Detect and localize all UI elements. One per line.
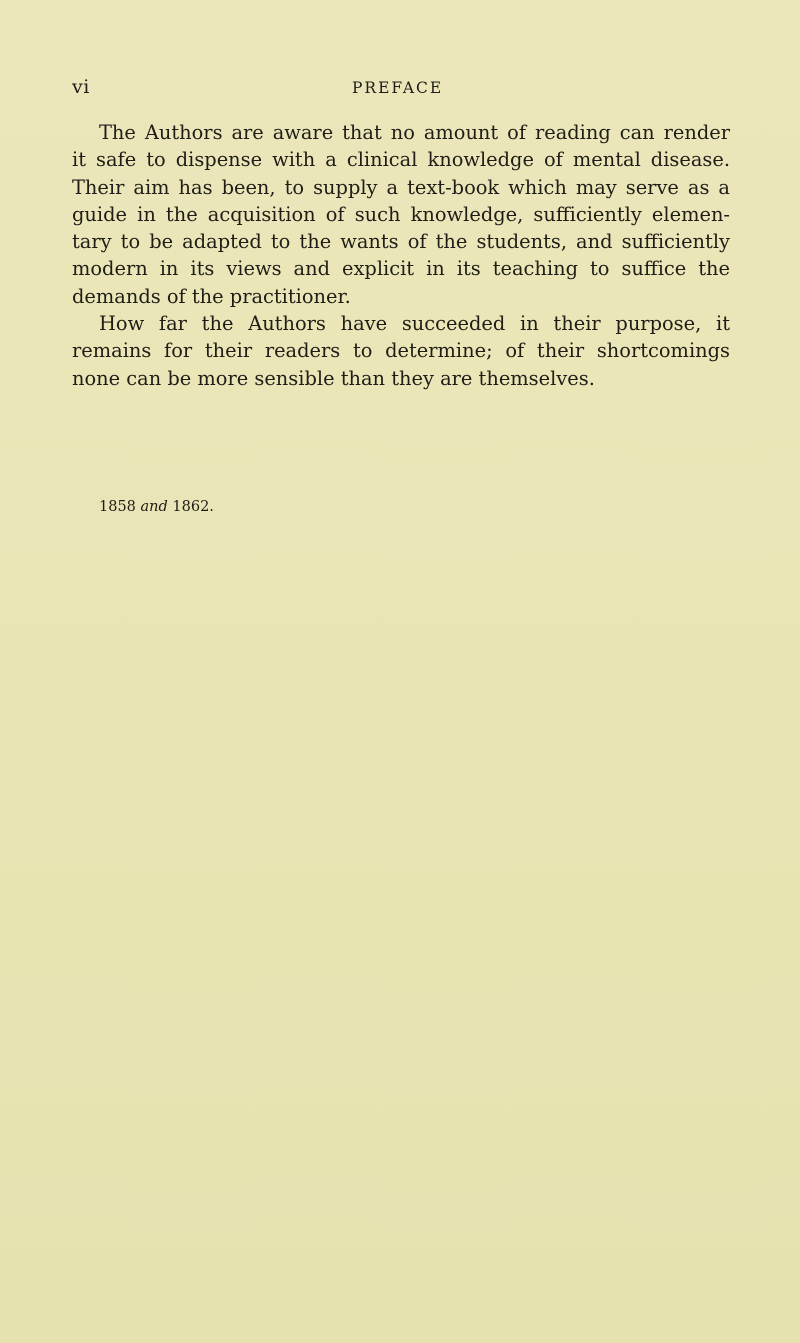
dateline-year-1: 1858 <box>99 499 136 515</box>
text-line: modern in its views and explicit in its teaching to suffice the <box>72 257 730 281</box>
page-number: vi <box>72 76 90 98</box>
paragraph-2 <box>72 310 730 392</box>
dateline-conjunction: and <box>140 499 168 515</box>
text-line: demands of the practitioner. <box>72 284 351 308</box>
dateline-year-2: 1862. <box>172 499 214 515</box>
text-line: none can be more sensible than they are themselves. <box>72 366 595 390</box>
text-line: remains for their readers to determine; of their shortcomings <box>72 339 730 363</box>
text-line: The Authors are aware that no amount of reading can render <box>99 121 730 144</box>
running-head-title: PREFACE <box>352 79 444 97</box>
text-line: tary to be adapted to the wants of the students, and sufficiently <box>72 230 730 254</box>
paragraph-1 <box>72 119 730 310</box>
text-line: it safe to dispense with a clinical knowledge of mental disease. <box>72 148 730 172</box>
text-line: How far the Authors have succeeded in their purpose, it <box>99 312 730 336</box>
text-line: Their aim has been, to supply a text-book which may serve as a <box>72 175 730 199</box>
text-line: guide in the acquisition of such knowledge, sufficiently elemen- <box>72 202 730 226</box>
preface-body <box>72 119 730 392</box>
preface-dateline <box>99 499 214 515</box>
